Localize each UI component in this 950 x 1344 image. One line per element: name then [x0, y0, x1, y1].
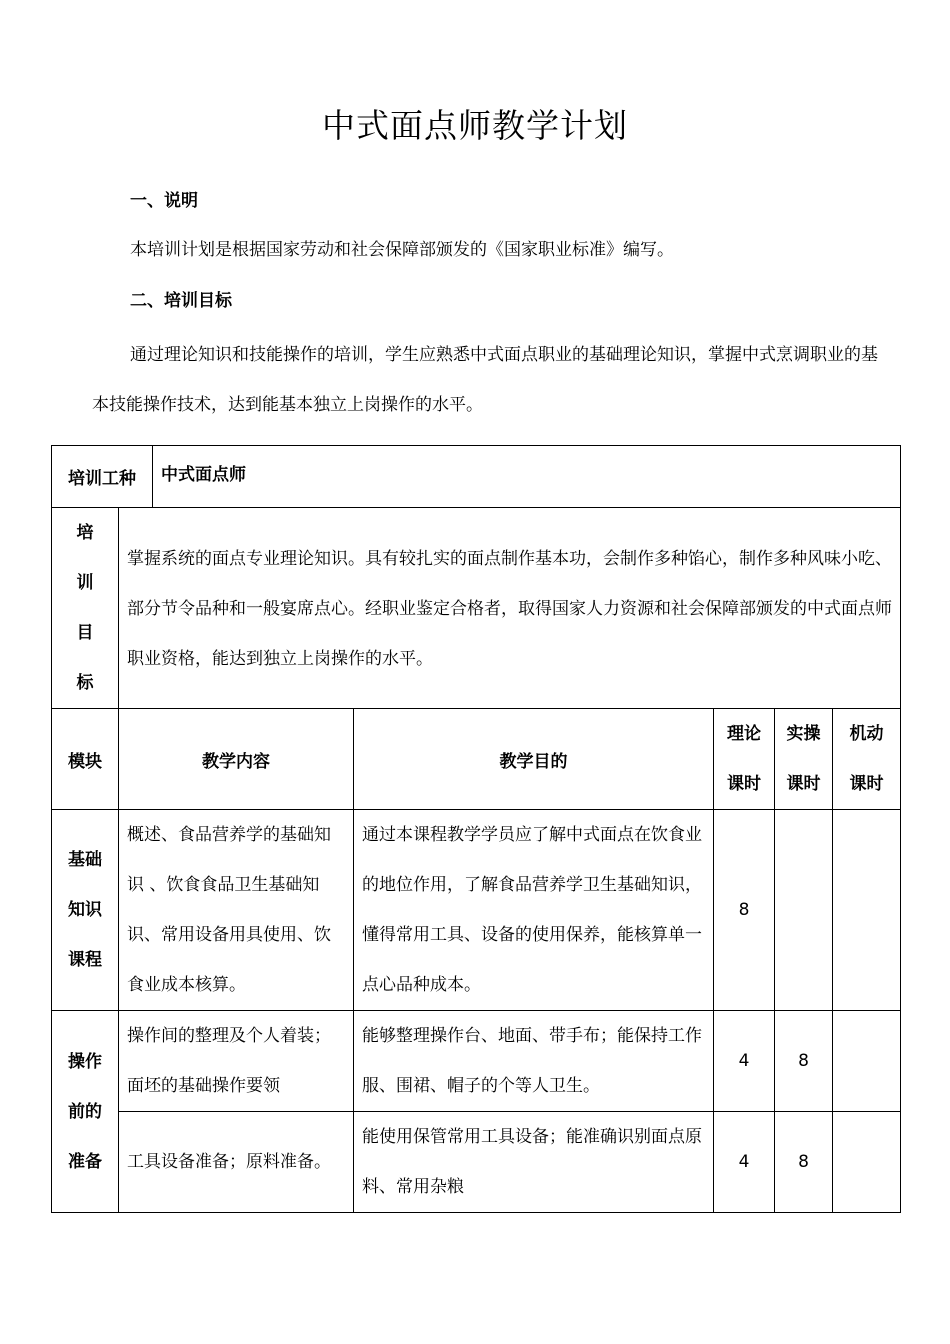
- header-purpose: 教学目的: [354, 709, 714, 810]
- target-label-char: 训: [76, 573, 94, 593]
- flexible-hours-cell: [833, 1011, 901, 1112]
- header-module: 模块: [52, 709, 119, 810]
- table-row: [52, 810, 901, 1011]
- content-cell: 操作间的整理及个人着装；面坯的基础操作要领: [119, 1011, 354, 1112]
- page-title: 中式面点师教学计划: [322, 106, 628, 145]
- header-content: 教学内容: [119, 709, 354, 810]
- goal-text: 通过理论知识和技能操作的培训，学生应熟悉中式面点职业的基础理论知识，掌握中式烹调职业的基本技能操作技术，达到能基本独立上岗操作的水平。: [92, 345, 878, 415]
- header-line: 课时: [786, 774, 821, 794]
- header-line: 实操: [786, 724, 821, 744]
- header-practice-hours: [775, 709, 833, 810]
- table-row: [52, 1112, 901, 1213]
- practice-hours-cell: 8: [775, 1112, 833, 1213]
- module-name: [52, 1011, 119, 1213]
- section-heading-goal: 二、培训目标: [130, 291, 232, 311]
- intro-text: 本培训计划是根据国家劳动和社会保障部颁发的《国家职业标准》编写。: [130, 240, 674, 260]
- theory-hours-cell: 4: [714, 1011, 775, 1112]
- purpose-cell: 通过本课程教学学员应了解中式面点在饮食业的地位作用，了解食品营养学卫生基础知识，懂得常用工具、设备的使用保养，能核算单一点心品种成本。: [354, 810, 714, 1011]
- theory-hours-cell: 4: [714, 1112, 775, 1213]
- target-label-char: 标: [76, 673, 94, 693]
- header-row: [52, 709, 901, 810]
- practice-hours-cell: [775, 810, 833, 1011]
- header-line: 机动: [849, 724, 884, 744]
- table-row: [52, 1011, 901, 1112]
- header-theory-hours: [714, 709, 775, 810]
- module-name-line: 前的: [68, 1101, 102, 1122]
- flexible-hours-cell: [833, 810, 901, 1011]
- flexible-hours-cell: [833, 1112, 901, 1213]
- target-label-char: 培: [76, 523, 94, 543]
- theory-hours-cell: 8: [714, 810, 775, 1011]
- header-flexible-hours: [833, 709, 901, 810]
- header-line: 课时: [727, 774, 761, 794]
- module-name: [52, 810, 119, 1011]
- section-heading-intro: 一、说明: [130, 191, 198, 211]
- module-name-line: 准备: [68, 1151, 102, 1172]
- trade-value: 中式面点师: [153, 446, 901, 508]
- module-name-line: 基础: [68, 850, 102, 870]
- practice-hours-cell: 8: [775, 1011, 833, 1112]
- trade-label: 培训工种: [52, 446, 153, 508]
- module-name-line: 知识: [68, 900, 102, 920]
- content-cell: 工具设备准备；原料准备。: [119, 1112, 354, 1213]
- target-row: [52, 508, 901, 709]
- header-line: 课时: [849, 774, 884, 794]
- target-label-char: 目: [76, 623, 94, 643]
- content-cell: 概述、食品营养学的基础知识 、饮食食品卫生基础知识、常用设备用具使用、饮食业成本核算。: [119, 810, 354, 1011]
- header-line: 理论: [727, 724, 761, 744]
- target-text: 掌握系统的面点专业理论知识。具有较扎实的面点制作基本功，会制作多种馅心，制作多种风味小吃、部分节令品种和一般宴席点心。经职业鉴定合格者，取得国家人力资源和社会保障部颁发的中式面点师职业资格，能达到独立上岗操作的水平。: [119, 508, 901, 709]
- module-name-line: 操作: [68, 1051, 102, 1072]
- teaching-plan-table: [51, 445, 901, 1213]
- target-label: [52, 508, 119, 709]
- trade-row: [52, 446, 901, 508]
- module-name-line: 课程: [68, 950, 102, 970]
- purpose-cell: 能够整理操作台、地面、带手布；能保持工作服、围裙、帽子的个等人卫生。: [354, 1011, 714, 1112]
- purpose-cell: 能使用保管常用工具设备；能准确识别面点原料、常用杂粮: [354, 1112, 714, 1213]
